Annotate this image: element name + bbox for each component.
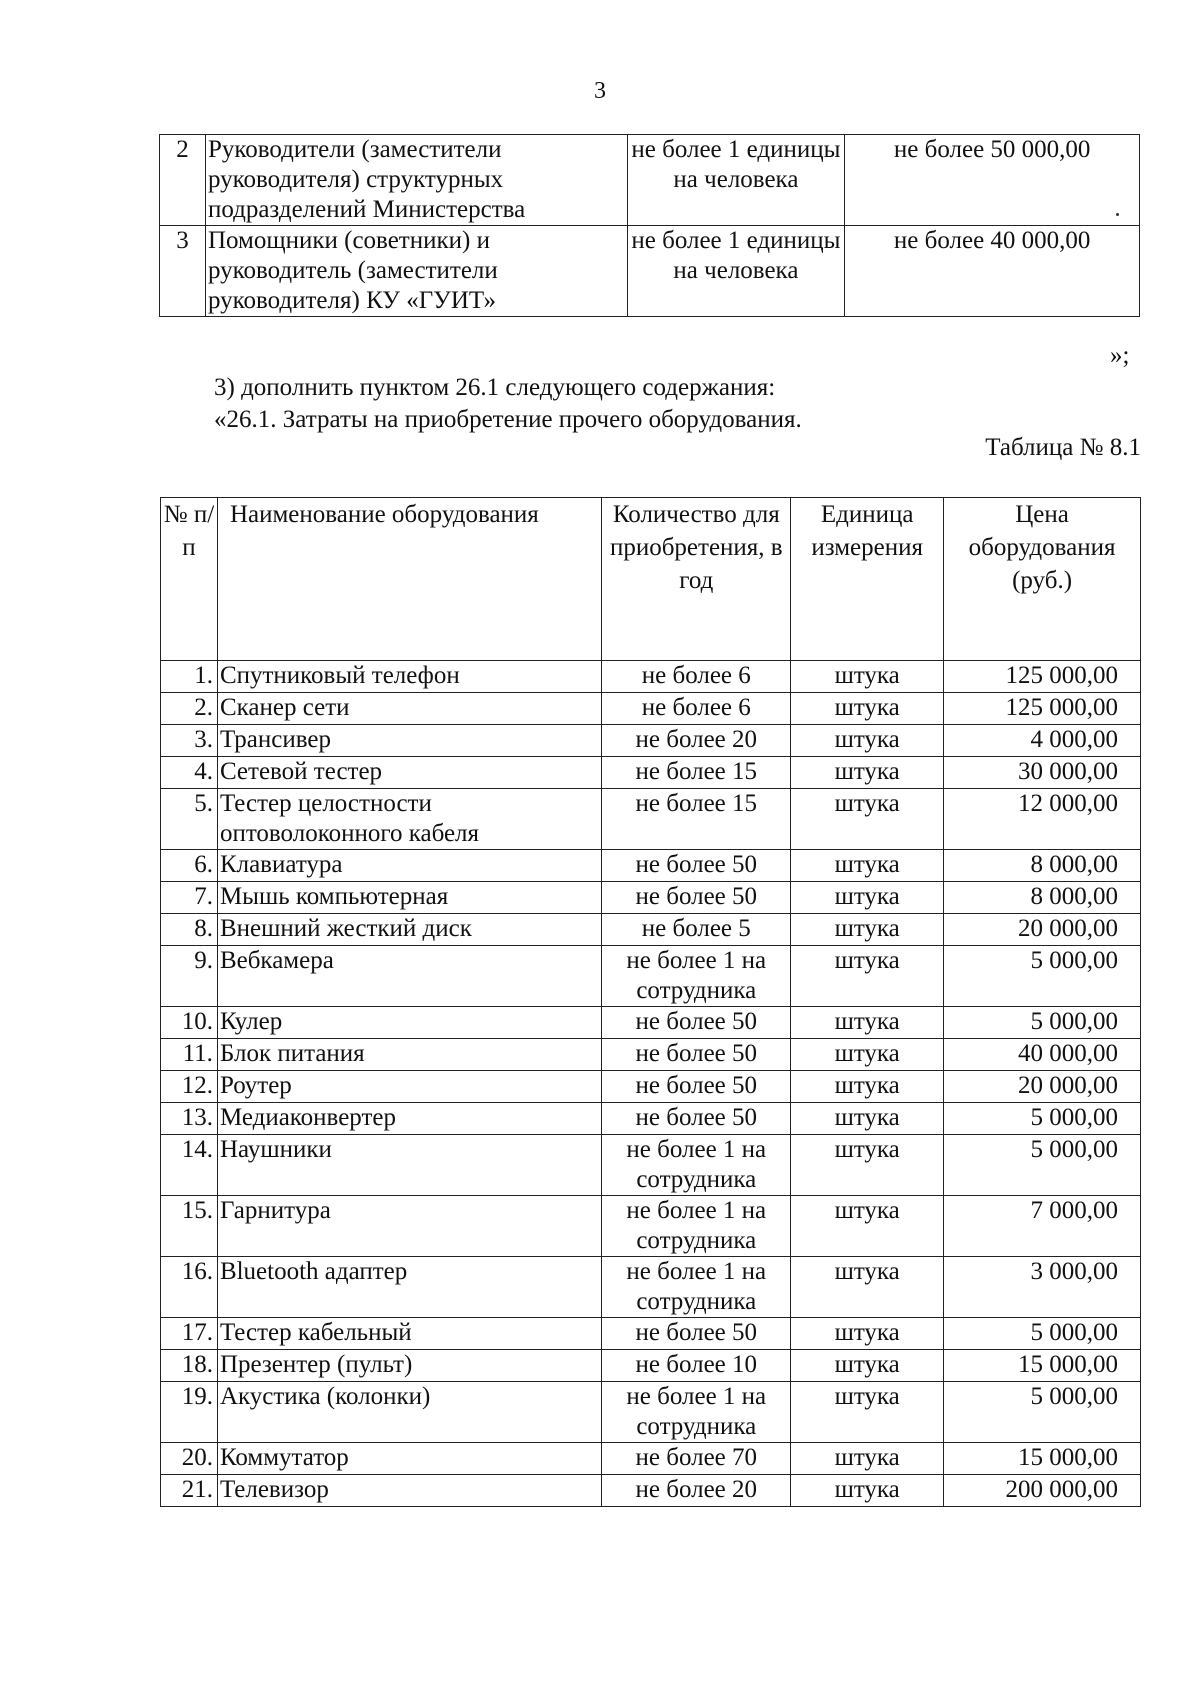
table-row xyxy=(161,1135,1141,1196)
equipment-name: Роутер xyxy=(217,1071,601,1103)
equipment-name: Наушники xyxy=(217,1135,601,1196)
quantity-cell: не более 50 xyxy=(602,882,791,914)
equipment-name: Спутниковый телефон xyxy=(217,661,601,693)
header-num: № п/п xyxy=(161,498,218,661)
table-row xyxy=(161,1007,1141,1039)
table-caption: Таблица № 8.1 xyxy=(985,434,1141,461)
header-price: Цена оборудования (руб.) xyxy=(944,498,1141,661)
price-cell: 5 000,00 xyxy=(944,1382,1141,1443)
quantity-cell: не более 1 единицы на человека xyxy=(627,226,845,317)
equipment-name: Тестер кабельный xyxy=(217,1318,601,1350)
quantity-cell: не более 50 xyxy=(602,1318,791,1350)
equipment-table-header xyxy=(161,498,1141,661)
table-row xyxy=(161,1039,1141,1071)
closing-quote: »; xyxy=(1110,342,1130,369)
row-number: 2 xyxy=(160,135,206,226)
header-unit: Единица измерения xyxy=(791,498,944,661)
row-number: 10. xyxy=(161,1007,218,1039)
quantity-cell: не более 50 xyxy=(602,1039,791,1071)
row-number: 20. xyxy=(161,1443,218,1475)
header-row xyxy=(161,498,1141,661)
equipment-name: Медиаконвертер xyxy=(217,1103,601,1135)
equipment-name: Акустика (колонки) xyxy=(217,1382,601,1443)
row-number: 11. xyxy=(161,1039,218,1071)
quantity-cell: не более 20 xyxy=(602,1475,791,1507)
price-cell: 4 000,00 xyxy=(944,725,1141,757)
price-cell: 3 000,00 xyxy=(944,1257,1141,1318)
price-cell: 5 000,00 xyxy=(944,1318,1141,1350)
price-cell: 5 000,00 xyxy=(944,1007,1141,1039)
table-row xyxy=(161,882,1141,914)
quantity-cell: не более 1 на сотрудника xyxy=(602,1257,791,1318)
quantity-cell: не более 50 xyxy=(602,1007,791,1039)
table-row xyxy=(161,1103,1141,1135)
price-cell: 15 000,00 xyxy=(944,1350,1141,1382)
unit-cell: штука xyxy=(791,1443,944,1475)
row-number: 3 xyxy=(160,226,206,317)
unit-cell: штука xyxy=(791,1350,944,1382)
row-number: 4. xyxy=(161,757,218,789)
price-cell: 8 000,00 xyxy=(944,850,1141,882)
table-row xyxy=(161,757,1141,789)
table-row xyxy=(161,1350,1141,1382)
equipment-name: Сканер сети xyxy=(217,693,601,725)
row-number: 2. xyxy=(161,693,218,725)
row-number: 18. xyxy=(161,1350,218,1382)
positions-table xyxy=(159,134,1140,317)
equipment-name: Гарнитура xyxy=(217,1196,601,1257)
position-cell: Помощники (советники) и руководитель (заместители руководителя) КУ «ГУИТ» xyxy=(205,226,627,317)
equipment-table xyxy=(160,497,1141,1507)
unit-cell: штука xyxy=(791,850,944,882)
price-cell: 15 000,00 xyxy=(944,1443,1141,1475)
equipment-name: Трансивер xyxy=(217,725,601,757)
price-cell: 8 000,00 xyxy=(944,882,1141,914)
unit-cell: штука xyxy=(791,661,944,693)
row-number: 3. xyxy=(161,725,218,757)
price-cell: 20 000,00 xyxy=(944,1071,1141,1103)
equipment-name: Сетевой тестер xyxy=(217,757,601,789)
table-row xyxy=(161,1475,1141,1507)
table-row xyxy=(161,1382,1141,1443)
table-row xyxy=(161,914,1141,946)
price-cell: 40 000,00 xyxy=(944,1039,1141,1071)
equipment-name: Вебкамера xyxy=(217,946,601,1007)
price-cell: 20 000,00 xyxy=(944,914,1141,946)
row-number: 14. xyxy=(161,1135,218,1196)
row-number: 8. xyxy=(161,914,218,946)
unit-cell: штука xyxy=(791,1257,944,1318)
position-cell: Руководители (заместители руководителя) структурных подразделений Министерства xyxy=(205,135,627,226)
unit-cell: штука xyxy=(791,789,944,850)
unit-cell: штука xyxy=(791,1071,944,1103)
unit-cell: штука xyxy=(791,1039,944,1071)
equipment-name: Кулер xyxy=(217,1007,601,1039)
price-cell: 125 000,00 xyxy=(944,661,1141,693)
row-number: 7. xyxy=(161,882,218,914)
quantity-cell: не более 5 xyxy=(602,914,791,946)
quantity-cell: не более 6 xyxy=(602,693,791,725)
row-number: 17. xyxy=(161,1318,218,1350)
unit-cell: штука xyxy=(791,1135,944,1196)
equipment-name: Внешний жесткий диск xyxy=(217,914,601,946)
table-row xyxy=(161,1196,1141,1257)
equipment-name: Презентер (пульт) xyxy=(217,1350,601,1382)
unit-cell: штука xyxy=(791,1196,944,1257)
unit-cell: штука xyxy=(791,1475,944,1507)
scan-dot xyxy=(1116,213,1119,216)
table-row xyxy=(161,725,1141,757)
equipment-name: Тестер целостности оптоволоконного кабеля xyxy=(217,789,601,850)
quantity-cell: не более 1 единицы на человека xyxy=(627,135,845,226)
row-number: 12. xyxy=(161,1071,218,1103)
table-row xyxy=(161,850,1141,882)
equipment-name: Клавиатура xyxy=(217,850,601,882)
row-number: 19. xyxy=(161,1382,218,1443)
row-number: 1. xyxy=(161,661,218,693)
price-cell: 7 000,00 xyxy=(944,1196,1141,1257)
quantity-cell: не более 70 xyxy=(602,1443,791,1475)
quantity-cell: не более 15 xyxy=(602,789,791,850)
table-row xyxy=(161,661,1141,693)
quantity-cell: не более 10 xyxy=(602,1350,791,1382)
header-quantity: Количество для приобретения, в год xyxy=(602,498,791,661)
unit-cell: штука xyxy=(791,1382,944,1443)
table-row xyxy=(160,135,1140,226)
price-cell: не более 40 000,00 xyxy=(845,226,1140,317)
equipment-name: Мышь компьютерная xyxy=(217,882,601,914)
quantity-cell: не более 20 xyxy=(602,725,791,757)
quantity-cell: не более 50 xyxy=(602,1071,791,1103)
paragraph-amendment: 3) дополнить пунктом 26.1 следующего содержания: xyxy=(214,374,776,401)
row-number: 6. xyxy=(161,850,218,882)
price-cell: 5 000,00 xyxy=(944,1103,1141,1135)
equipment-name: Телевизор xyxy=(217,1475,601,1507)
price-cell: 30 000,00 xyxy=(944,757,1141,789)
page-number: 3 xyxy=(594,78,606,104)
unit-cell: штука xyxy=(791,757,944,789)
equipment-name: Bluetooth адаптер xyxy=(217,1257,601,1318)
paragraph-item-title: «26.1. Затраты на приобретение прочего оборудования. xyxy=(214,406,802,433)
table-row xyxy=(161,946,1141,1007)
table-row xyxy=(161,1443,1141,1475)
equipment-name: Блок питания xyxy=(217,1039,601,1071)
unit-cell: штука xyxy=(791,914,944,946)
quantity-cell: не более 6 xyxy=(602,661,791,693)
table-row xyxy=(161,1257,1141,1318)
price-cell: не более 50 000,00 xyxy=(845,135,1140,226)
quantity-cell: не более 15 xyxy=(602,757,791,789)
table-row xyxy=(160,226,1140,317)
price-cell: 125 000,00 xyxy=(944,693,1141,725)
quantity-cell: не более 1 на сотрудника xyxy=(602,1135,791,1196)
equipment-table-body xyxy=(161,661,1141,1507)
table-row xyxy=(161,1318,1141,1350)
price-cell: 5 000,00 xyxy=(944,1135,1141,1196)
table-row xyxy=(161,693,1141,725)
quantity-cell: не более 1 на сотрудника xyxy=(602,1196,791,1257)
positions-table-body xyxy=(160,135,1140,317)
unit-cell: штука xyxy=(791,882,944,914)
row-number: 21. xyxy=(161,1475,218,1507)
table-row xyxy=(161,1071,1141,1103)
price-cell: 12 000,00 xyxy=(944,789,1141,850)
unit-cell: штука xyxy=(791,1103,944,1135)
unit-cell: штука xyxy=(791,946,944,1007)
unit-cell: штука xyxy=(791,1318,944,1350)
row-number: 5. xyxy=(161,789,218,850)
row-number: 16. xyxy=(161,1257,218,1318)
unit-cell: штука xyxy=(791,1007,944,1039)
quantity-cell: не более 50 xyxy=(602,850,791,882)
table-row xyxy=(161,789,1141,850)
price-cell: 200 000,00 xyxy=(944,1475,1141,1507)
row-number: 15. xyxy=(161,1196,218,1257)
row-number: 9. xyxy=(161,946,218,1007)
row-number: 13. xyxy=(161,1103,218,1135)
header-name: Наименование оборудования xyxy=(217,498,601,661)
price-cell: 5 000,00 xyxy=(944,946,1141,1007)
quantity-cell: не более 1 на сотрудника xyxy=(602,1382,791,1443)
unit-cell: штука xyxy=(791,725,944,757)
unit-cell: штука xyxy=(791,693,944,725)
quantity-cell: не более 1 на сотрудника xyxy=(602,946,791,1007)
quantity-cell: не более 50 xyxy=(602,1103,791,1135)
equipment-name: Коммутатор xyxy=(217,1443,601,1475)
